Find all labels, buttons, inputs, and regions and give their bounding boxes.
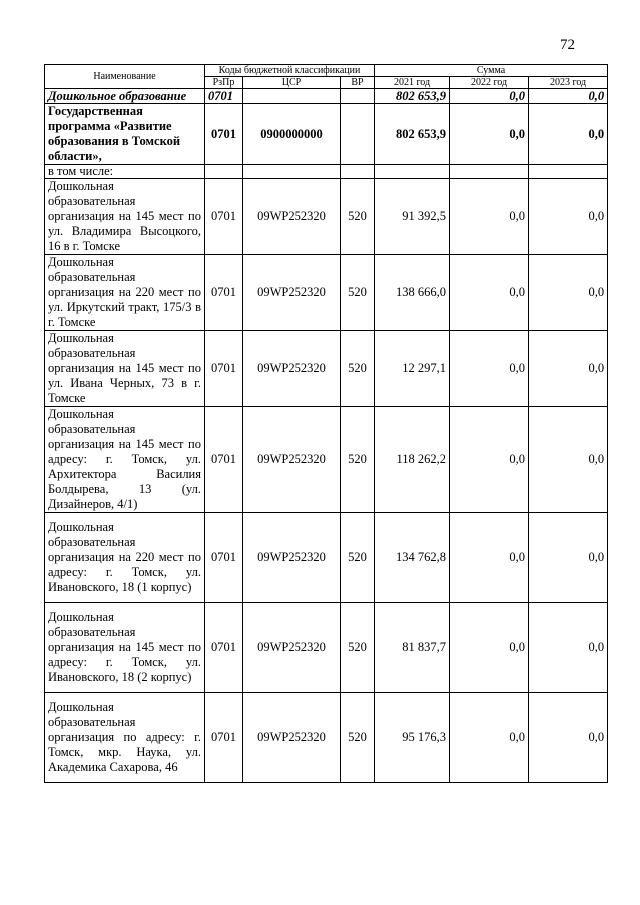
row-csr: 09WP252320 [243, 693, 341, 783]
table-row [45, 104, 608, 165]
row-2023: 0,0 [529, 255, 608, 331]
row-2022: 0,0 [450, 693, 529, 783]
header-vr: ВР [341, 77, 375, 89]
row-2022: 0,0 [450, 603, 529, 693]
page-number: 72 [560, 37, 575, 53]
row-name: Дошкольная образовательная организация на 145 мест по ул. Ивана Черных, 73 в г. Томске [45, 331, 205, 407]
row-csr: 09WP252320 [243, 255, 341, 331]
row-name: Дошкольная образовательная организация на 145 мест по адресу: г. Томск, ул. Архитектора Василия Болдырева, 13 (ул. Дизайнеров, 4/1) [45, 407, 205, 513]
table-row [45, 407, 608, 513]
row-csr: 09WP252320 [243, 513, 341, 603]
row-2022: 0,0 [450, 179, 529, 255]
row-2022: 0,0 [450, 407, 529, 513]
row-rzpr: 0701 [205, 407, 243, 513]
row-vr: 520 [341, 693, 375, 783]
row-2021: 118 262,2 [375, 407, 450, 513]
row-name: Дошкольная образовательная организация на 145 мест по ул. Владимира Высоцкого, 16 в г. Томске [45, 179, 205, 255]
row-rzpr: 0701 [205, 104, 243, 165]
table-row [45, 331, 608, 407]
table-row [45, 165, 608, 179]
row-2023: 0,0 [529, 513, 608, 603]
table-row [45, 179, 608, 255]
row-2022: 0,0 [450, 331, 529, 407]
table-row [45, 255, 608, 331]
row-2022: 0,0 [450, 513, 529, 603]
table-row [45, 603, 608, 693]
row-2023: 0,0 [529, 693, 608, 783]
row-csr: 09WP252320 [243, 179, 341, 255]
row-csr: 09WP252320 [243, 407, 341, 513]
row-2022: 0,0 [450, 104, 529, 165]
row-rzpr: 0701 [205, 179, 243, 255]
header-2021: 2021 год [375, 77, 450, 89]
row-vr: 520 [341, 407, 375, 513]
row-2021: 134 762,8 [375, 513, 450, 603]
row-2021: 802 653,9 [375, 104, 450, 165]
row-csr: 09WP252320 [243, 603, 341, 693]
table-row [45, 513, 608, 603]
row-2023: 0,0 [529, 179, 608, 255]
row-2023: 0,0 [529, 89, 608, 104]
row-rzpr: 0701 [205, 603, 243, 693]
row-name: Дошкольная образовательная организация на 220 мест по адресу: г. Томск, ул. Ивановского, 18 (1 корпус) [45, 513, 205, 603]
header-codes-group: Коды бюджетной классификации [205, 65, 375, 77]
row-2022: 0,0 [450, 255, 529, 331]
row-vr: 520 [341, 513, 375, 603]
row-2022: 0,0 [450, 89, 529, 104]
row-rzpr: 0701 [205, 331, 243, 407]
row-vr: 520 [341, 603, 375, 693]
row-2021: 95 176,3 [375, 693, 450, 783]
header-csr: ЦСР [243, 77, 341, 89]
row-csr [243, 89, 341, 104]
row-2021: 81 837,7 [375, 603, 450, 693]
row-vr: 520 [341, 179, 375, 255]
row-2021: 138 666,0 [375, 255, 450, 331]
table-row [45, 693, 608, 783]
header-2022: 2022 год [450, 77, 529, 89]
row-name: Государственная программа «Развитие образования в Томской области», [45, 104, 205, 165]
row-2023: 0,0 [529, 104, 608, 165]
header-rzpr: РзПр [205, 77, 243, 89]
row-name: Дошкольное образование [45, 89, 205, 104]
row-name: в том числе: [45, 165, 205, 179]
header-2023: 2023 год [529, 77, 608, 89]
row-rzpr: 0701 [205, 513, 243, 603]
row-rzpr: 0701 [205, 693, 243, 783]
row-2021: 802 653,9 [375, 89, 450, 104]
row-2023: 0,0 [529, 331, 608, 407]
budget-table [44, 64, 608, 783]
row-name: Дошкольная образовательная организация на 145 мест по адресу: г. Томск, ул. Ивановского, 18 (2 корпус) [45, 603, 205, 693]
row-vr: 520 [341, 255, 375, 331]
header-name: Наименование [45, 65, 205, 89]
row-2021: 12 297,1 [375, 331, 450, 407]
row-2023: 0,0 [529, 407, 608, 513]
row-name: Дошкольная образовательная организация по адресу: г. Томск, мкр. Наука, ул. Академика Сахарова, 46 [45, 693, 205, 783]
row-vr [341, 104, 375, 165]
row-csr: 09WP252320 [243, 331, 341, 407]
table-row [45, 89, 608, 104]
row-vr [341, 89, 375, 104]
row-rzpr: 0701 [205, 89, 243, 104]
header-sum-group: Сумма [375, 65, 608, 77]
row-rzpr: 0701 [205, 255, 243, 331]
row-2023: 0,0 [529, 603, 608, 693]
row-2021: 91 392,5 [375, 179, 450, 255]
row-vr: 520 [341, 331, 375, 407]
row-csr: 0900000000 [243, 104, 341, 165]
row-name: Дошкольная образовательная организация на 220 мест по ул. Иркутский тракт, 175/3 в г. Томске [45, 255, 205, 331]
